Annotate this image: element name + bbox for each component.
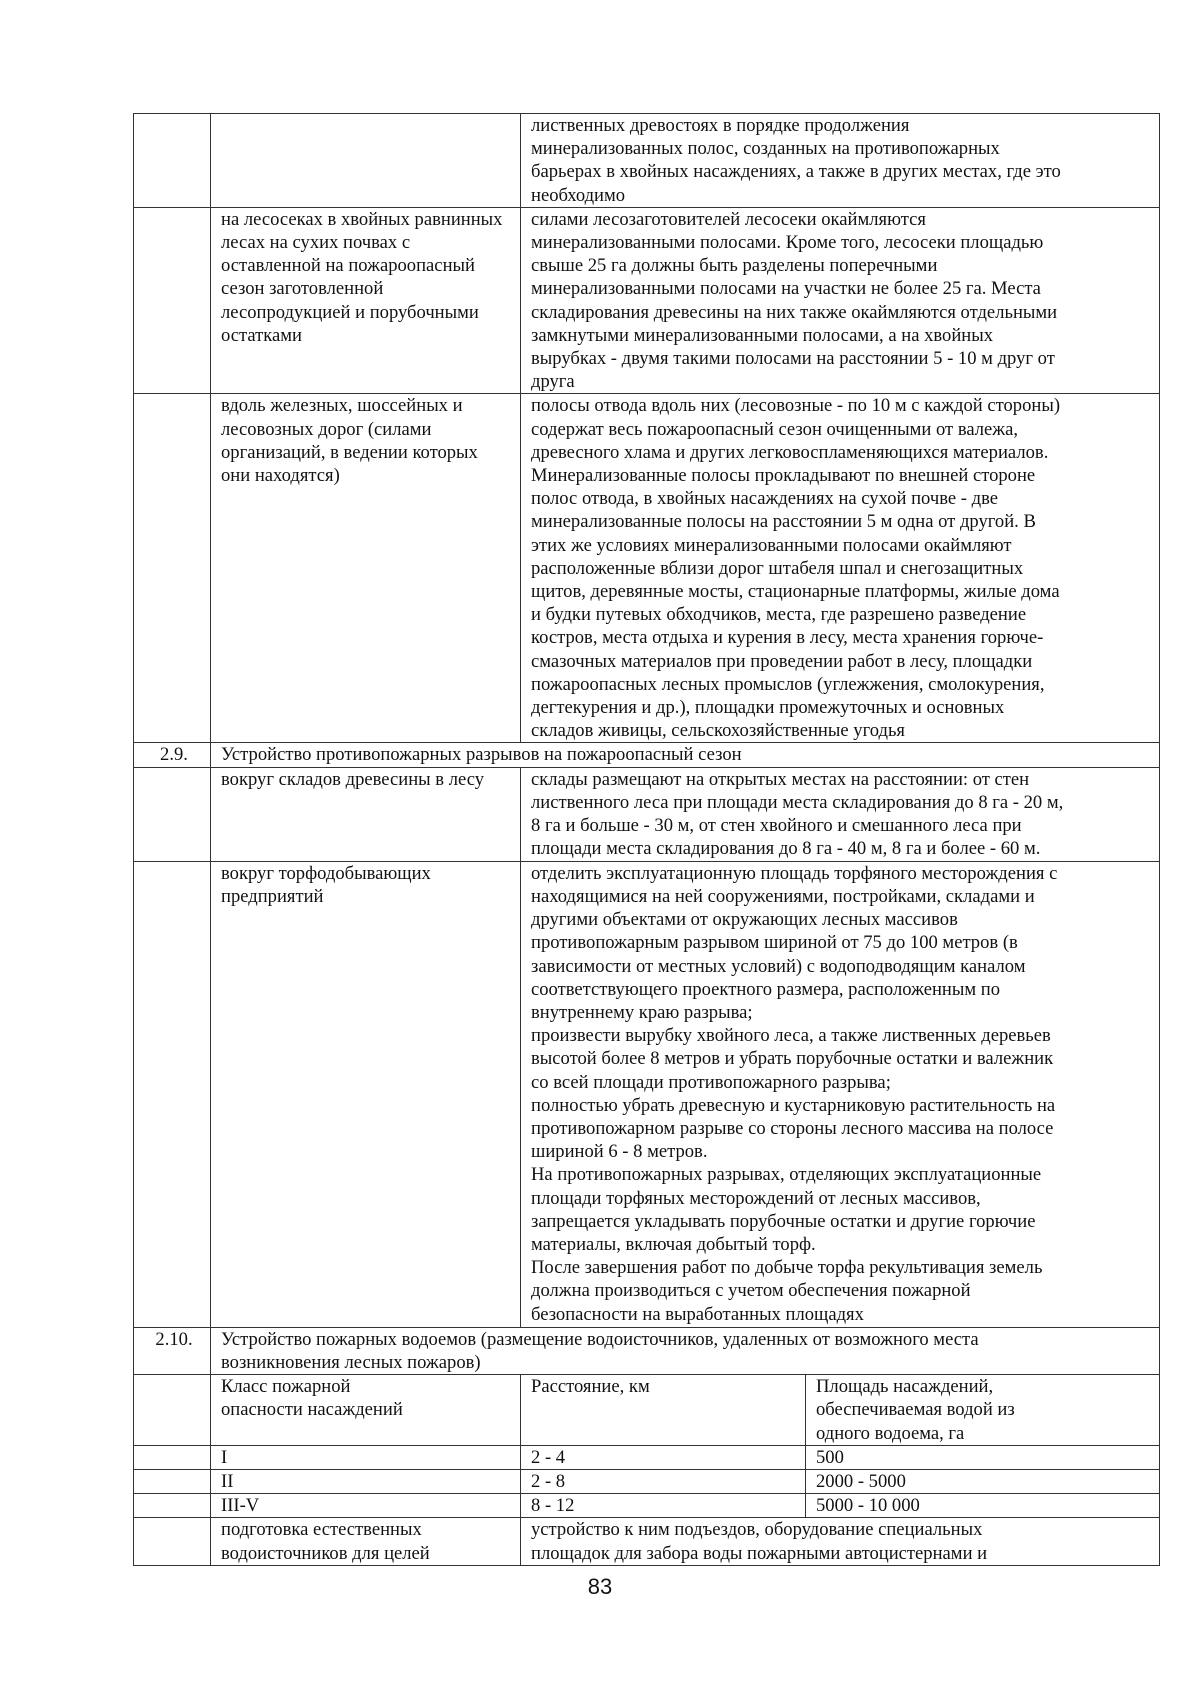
text-line: минерализованными полосами. Кроме того, лесосеки площадью [531,232,1044,254]
text-line: лесовозных дорог (силами [221,418,432,440]
section-title [211,743,1160,767]
number-cell [134,207,211,394]
text-line: содержат весь пожароопасный сезон очищенными от валежа, [531,418,1019,440]
page-number: 83 [587,1574,613,1599]
text-line: возникновения лесных пожаров) [221,1351,481,1373]
text-line: костров, места отдыха и курения в лесу, места хранения горюче- [531,627,1044,649]
section-number: 2.9. [134,743,211,767]
table-row [134,1469,1160,1493]
text-line: одного водоема, га [816,1422,965,1444]
table-cell: 8 - 12 [521,1494,806,1518]
table-row [134,394,1160,743]
text-line: опасности насаждений [221,1399,403,1421]
number-cell [134,1469,211,1493]
text-line: расположенные вблизи дорог штабеля шпал и снегозащитных [531,557,1024,579]
table-cell: 2 - 8 [521,1469,806,1493]
text-line: минерализованных полос, созданных на противопожарных [531,138,1000,160]
place-cell [211,394,521,743]
column-header [806,1375,1160,1446]
table-row [134,861,1160,1327]
number-cell [134,394,211,743]
regulation-table [133,113,1160,1566]
text-line: складирования древесины на них также окаймляются отдельными [531,301,1058,323]
description-cell [521,207,1160,394]
number-cell [134,1494,211,1518]
table-cell: 5000 - 10 000 [806,1494,1160,1518]
text-line: дегтекурения и др.), площадки промежуточных и основных [531,697,1005,719]
place-cell [211,861,521,1327]
text-line: складов живицы, сельскохозяйственные угодья [531,720,905,742]
text-line: Расстояние, км [531,1376,650,1398]
text-line: должна производиться с учетом обеспечения пожарной [531,1280,971,1302]
text-line: лиственных древостоях в порядке продолжения [531,115,910,136]
text-line: лесах на сухих почвах с [221,232,411,254]
table-cell: III-V [211,1494,521,1518]
text-line: остатками [221,324,302,346]
text-line: замкнутыми минерализованными полосами, а на хвойных [531,324,994,346]
text-line: смазочных материалов при проведении работ в лесу, площадки [531,650,1033,672]
place-cell [211,114,521,208]
text-line: они находятся) [221,465,340,487]
text-line: соответствующего проектного размера, расположенным по [531,978,1001,1000]
text-line: внутреннему краю разрыва; [531,1001,753,1023]
table-row [134,114,1160,208]
text-line: подготовка естественных [221,1519,422,1541]
text-line: вырубках - двумя такими полосами на расстоянии 5 - 10 м друг от [531,348,1055,370]
text-line: Устройство противопожарных разрывов на пожароопасный сезон [221,744,742,766]
table-row [134,1518,1160,1566]
text-line: Площадь насаждений, [816,1376,994,1398]
section-header-row [134,743,1160,767]
text-line: минерализованные полосы на расстоянии 5 м одна от другой. В [531,511,1036,533]
text-line: предприятий [221,885,324,907]
text-line: этих же условиях минерализованными полосами окаймляют [531,534,1012,556]
text-line: площади места складирования до 8 га - 40 м, 8 га и более - 60 м. [531,838,1041,860]
text-line: необходимо [531,184,626,206]
description-cell [521,1518,1160,1566]
text-line: на лесосеках в хвойных равнинных [221,208,503,230]
text-line: сезон заготовленной [221,278,384,300]
section-title [211,1327,1160,1374]
description-cell [521,767,1160,861]
text-line: свыше 25 га должны быть разделены поперечными [531,255,938,277]
number-cell [134,1518,211,1566]
text-line: вокруг торфодобывающих [221,862,431,884]
table-cell: II [211,1469,521,1493]
text-line: лесопродукцией и порубочными [221,301,479,323]
text-line: пожароопасных лесных промыслов (углежжения, смолокурения, [531,673,1045,695]
column-header [211,1375,521,1446]
text-line: барьерах в хвойных насаждениях, а также в других местах, где это [531,161,1061,183]
text-line: и будки путевых обходчиков, места, где разрешено разведение [531,604,1027,626]
text-line: шириной 6 - 8 метров. [531,1141,708,1163]
text-line: друга [531,371,575,393]
table-cell: 2000 - 5000 [806,1469,1160,1493]
text-line: Класс пожарной [221,1376,351,1398]
text-line: лиственного леса при площади места складирования до 8 га - 20 м, [531,791,1064,813]
table-row [134,1445,1160,1469]
section-header-row [134,1327,1160,1374]
table-header-row [134,1375,1160,1446]
text-line: отделить эксплуатационную площадь торфяного месторождения с [531,862,1058,884]
text-line: безопасности на выработанных площадях [531,1303,864,1325]
text-line: вдоль железных, шоссейных и [221,395,463,417]
number-cell [134,861,211,1327]
description-cell [521,394,1160,743]
text-line: вокруг складов древесины в лесу [221,768,485,790]
table-row [134,767,1160,861]
text-line: Устройство пожарных водоемов (размещение водоисточников, удаленных от возможного места [221,1328,979,1350]
text-line: щитов, деревянные мосты, стационарные платформы, жилые дома [531,581,1060,603]
table-row [134,207,1160,394]
text-line: произвести вырубку хвойного леса, а также лиственных деревьев [531,1025,1051,1047]
text-line: площадок для забора воды пожарными автоцистернами и [531,1542,988,1564]
text-line: силами лесозаготовителей лесосеки окаймляются [531,208,926,230]
text-line: противопожарном разрыве со стороны лесного массива на полосе [531,1117,1054,1139]
text-line: организаций, в ведении которых [221,441,478,463]
text-line: зависимости от местных условий) с водоподводящим каналом [531,955,1026,977]
number-cell [134,1375,211,1446]
text-line: устройство к ним подъездов, оборудование специальных [531,1519,983,1541]
text-line: минерализованными полосами на участки не более 25 га. Места [531,278,1041,300]
text-line: со всей площади противопожарного разрыва; [531,1071,891,1093]
place-cell [211,767,521,861]
place-cell [211,207,521,394]
text-line: 8 га и больше - 30 м, от стен хвойного и смешанного леса при [531,815,1022,837]
text-line: запрещается укладывать порубочные остатки и другие горючие [531,1210,1036,1232]
table-cell: I [211,1445,521,1469]
text-line: другими объектами от окружающих лесных массивов [531,909,958,931]
number-cell [134,114,211,208]
description-cell [521,114,1160,208]
text-line: оставленной на пожароопасный [221,255,475,277]
text-line: На противопожарных разрывах, отделяющих эксплуатационные [531,1164,1042,1186]
text-line: высотой более 8 метров и убрать порубочные остатки и валежник [531,1048,1054,1070]
number-cell [134,767,211,861]
text-line: находящимися на ней сооружениями, постройками, складами и [531,885,1035,907]
table-cell: 2 - 4 [521,1445,806,1469]
table-row [134,1494,1160,1518]
text-line: древесного хлама и других легковоспламеняющихся материалов. [531,441,1049,463]
text-line: противопожарным разрывом шириной от 75 до 100 метров (в [531,932,1018,954]
table-cell: 500 [806,1445,1160,1469]
text-line: обеспечиваемая водой из [816,1399,1015,1421]
number-cell [134,1445,211,1469]
description-cell [521,861,1160,1327]
place-cell [211,1518,521,1566]
text-line: полос отвода, в хвойных насаждениях на сухой почве - две [531,488,999,510]
text-line: склады размещают на открытых местах на расстоянии: от стен [531,768,1030,790]
text-line: После завершения работ по добыче торфа рекультивация земель [531,1257,1043,1279]
text-line: водоисточников для целей [221,1542,430,1564]
section-number: 2.10. [134,1327,211,1374]
column-header [521,1375,806,1446]
text-line: полностью убрать древесную и кустарниковую растительность на [531,1094,1056,1116]
text-line: полосы отвода вдоль них (лесовозные - по 10 м с каждой стороны) [531,395,1061,417]
text-line: материалы, включая добытый торф. [531,1233,816,1255]
text-line: площади торфяных месторождений от лесных массивов, [531,1187,981,1209]
text-line: Минерализованные полосы прокладывают по внешней стороне [531,465,1036,487]
